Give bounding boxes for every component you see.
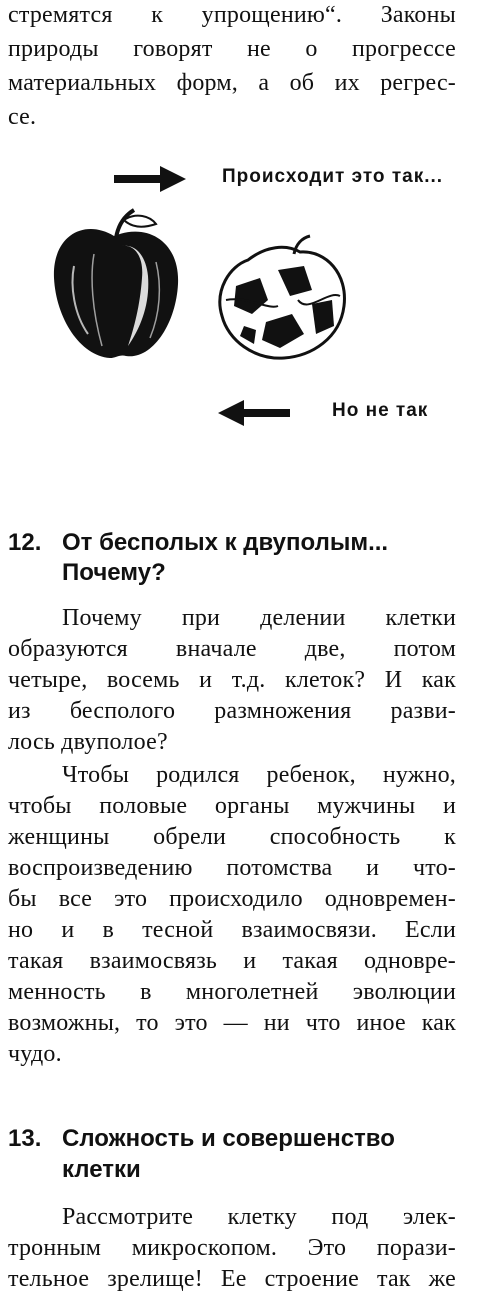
section-13-title-line: Сложность и совершенство — [62, 1125, 395, 1152]
section-12-text-line: из бесполого размножения разви- — [8, 698, 456, 724]
section-12-text-line: образуются вначале две, потом — [8, 636, 456, 662]
section-12-text-line: четыре, восемь и т.д. клеток? И как — [8, 667, 456, 693]
figure-caption-top: Происходит это так... — [222, 166, 444, 187]
section-13-title-line: клетки — [62, 1156, 141, 1183]
intro-line: природы говорят не о прогрессе — [8, 36, 456, 62]
section-12-text-line: лось двуполое? — [8, 729, 168, 755]
intro-line: материальных форм, а об их регрес- — [8, 70, 456, 96]
section-12-text-line: женщины обрели способность к — [8, 824, 456, 850]
section-12-text-line: менность в многолетней эволюции — [8, 979, 456, 1005]
figure-caption-bottom: Но не так — [332, 400, 429, 421]
section-12-text-line: но и в тесной взаимосвязи. Если — [8, 917, 456, 943]
section-12-text-line: воспроизведению потомства и что- — [8, 855, 456, 881]
section-12-title-line: Почему? — [62, 559, 166, 586]
section-12-text-line: бы все это происходило одновремен- — [8, 886, 456, 912]
rotten-apple-illustration — [208, 230, 358, 370]
section-12-text-line: чудо. — [8, 1041, 62, 1067]
section-12-text-line: чтобы половые органы мужчины и — [8, 793, 456, 819]
left-arrow-icon — [218, 400, 290, 426]
section-12-text-line: такая взаимосвязь и такая одновре- — [8, 948, 456, 974]
section-13-text-line: Рассмотрите клетку под элек- — [62, 1204, 456, 1230]
section-13-number: 13. — [8, 1125, 42, 1152]
intro-line: се. — [8, 104, 37, 130]
section-12-text-line: Почему при делении клетки — [62, 605, 456, 631]
section-12-title-line: От бесполых к двуполым... — [62, 529, 389, 556]
section-12-text-line: возможны, то это — ни что иное как — [8, 1010, 456, 1036]
section-12-number: 12. — [8, 529, 42, 556]
right-arrow-icon — [114, 166, 186, 192]
section-13-text-line: тельное зрелище! Ее строение так же — [8, 1266, 456, 1292]
intro-line: стремятся к упрощению“. Законы — [8, 2, 456, 28]
section-12-text-line: Чтобы родился ребенок, нужно, — [62, 762, 456, 788]
section-13-text-line: тронным микроскопом. Это порази- — [8, 1235, 456, 1261]
fresh-apple-illustration — [44, 206, 184, 366]
